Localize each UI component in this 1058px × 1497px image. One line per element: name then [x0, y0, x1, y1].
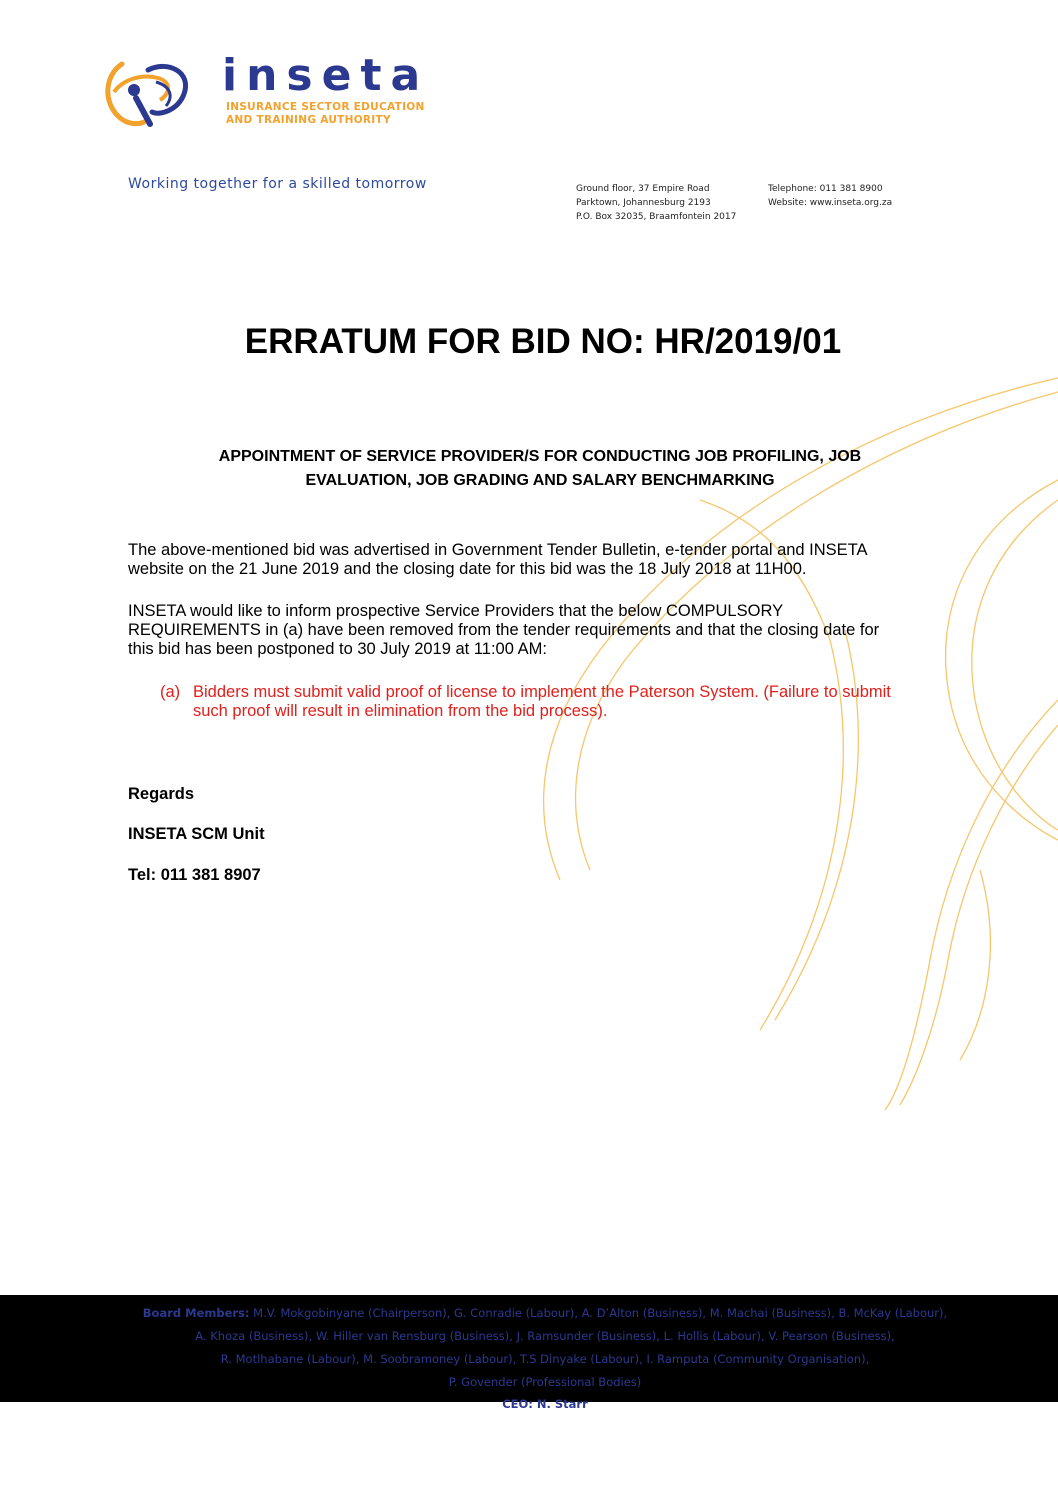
requirement-line: Bidders must submit valid proof of license to implement the Paterson System. (Failure to submit	[193, 683, 891, 701]
inseta-logo-icon	[100, 52, 200, 130]
board-members-footer	[0, 1295, 1058, 1411]
board-members-label: Board Members:	[142, 1306, 250, 1320]
signatory-unit: INSETA SCM Unit	[128, 825, 265, 843]
telephone-line: Telephone: 011 381 8900	[768, 184, 883, 194]
address-line: P.O. Box 32035, Braamfontein 2017	[576, 212, 737, 222]
website-line: Website: www.inseta.org.za	[768, 198, 893, 208]
paragraph-line: website on the 21 June 2019 and the closing date for this bid was the 18 July 2018 at 11H00.	[128, 560, 807, 578]
signatory-telephone: Tel: 011 381 8907	[128, 866, 261, 884]
paragraph-requirements-removed	[128, 602, 948, 659]
footer-line: A. Khoza (Business), W. Hiller van Rensburg (Business), J. Ramsunder (Business), L. Hollis (Labour), V. Pearson (Business),	[195, 1329, 895, 1343]
list-marker: (a)	[160, 683, 181, 701]
paragraph-advertised	[128, 541, 948, 579]
document-title: ERRATUM FOR BID NO: HR/2019/01	[244, 322, 842, 361]
paragraph-line: REQUIREMENTS in (a) have been removed from the tender requirements and that the closing date for	[128, 621, 880, 639]
subtitle-line: EVALUATION, JOB GRADING AND SALARY BENCHMARKING	[305, 472, 775, 489]
subtitle-line: APPOINTMENT OF SERVICE PROVIDER/S FOR CONDUCTING JOB PROFILING, JOB	[218, 448, 862, 465]
footer-line	[0, 1305, 1058, 1321]
document-subtitle	[150, 445, 930, 493]
footer-line: P. Govender (Professional Bodies)	[448, 1375, 642, 1389]
tagline: Working together for a skilled tomorrow	[128, 176, 427, 192]
paragraph-line: The above-mentioned bid was advertised in Government Tender Bulletin, e-tender portal and INSETA	[128, 541, 868, 559]
address-line: Parktown, Johannesburg 2193	[576, 198, 711, 208]
address-line: Ground floor, 37 Empire Road	[576, 184, 710, 194]
brand-name: inseta	[222, 50, 430, 101]
regards-text: Regards	[128, 785, 195, 803]
requirement-text	[193, 683, 958, 721]
paragraph-line: this bid has been postponed to 30 July 2019 at 11:00 AM:	[128, 640, 547, 658]
footer-line: R. Motlhabane (Labour), M. Soobramoney (Labour), T.S Dinyake (Labour), I. Ramputa (Community Organisation),	[220, 1352, 870, 1366]
paragraph-line: INSETA would like to inform prospective Service Providers that the below COMPULSORY	[128, 602, 784, 620]
postal-address	[576, 182, 736, 224]
requirement-line: such proof will result in elimination from the bid process).	[193, 702, 608, 720]
ceo-line: CEO: N. Starr	[502, 1397, 588, 1411]
brand-subtitle-line2: AND TRAINING AUTHORITY	[226, 114, 391, 126]
brand-subtitle-line1: INSURANCE SECTOR EDUCATION	[226, 101, 425, 113]
board-members-list: M.V. Mokgobinyane (Chairperson), G. Conradie (Labour), A. D’Alton (Business), M. Machai (Business), B. McKay (Labour),	[249, 1306, 948, 1320]
contact-details	[768, 182, 892, 210]
